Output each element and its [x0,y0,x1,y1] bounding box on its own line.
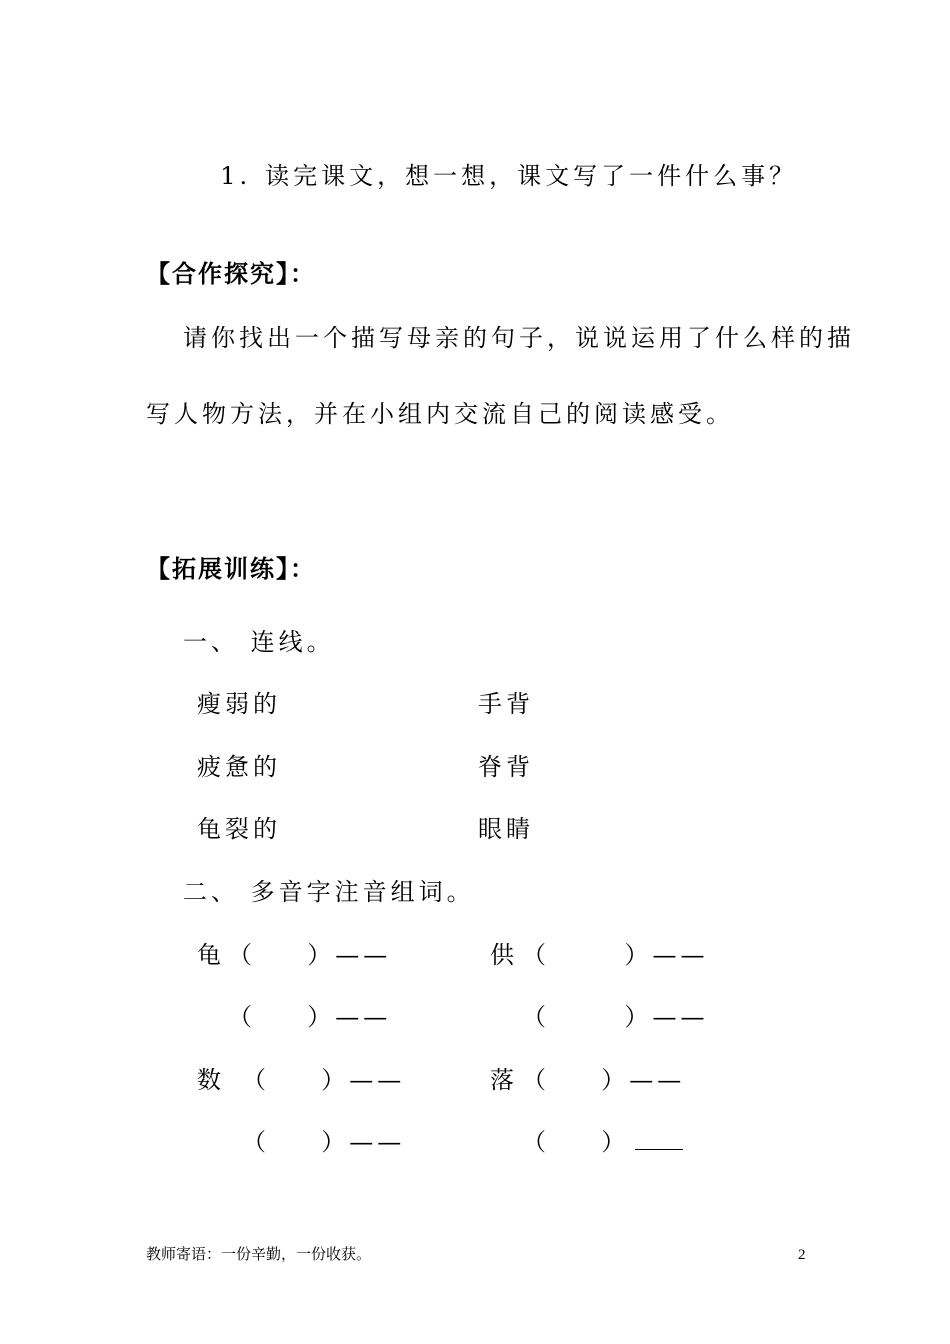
polyphone-gui-row-1: （ ）—— [228,941,392,969]
polyphone-shu-row-2: （ ）—— [242,1128,406,1156]
polyphone-luo-row-2 [522,1130,683,1154]
polyphone-luo-row-1: （ ）—— [522,1066,686,1094]
match-right-1: 手背 [478,690,534,718]
section-1-title: 一、 连线。 [183,628,335,656]
page-number: 2 [798,1247,806,1263]
polyphone-luo-row-2-text: （ ） [522,1128,630,1156]
extension-heading: 【拓展训练】： [146,554,316,583]
polyphone-gui-row-2: （ ）—— [228,1003,392,1031]
answer-blank-line [635,1131,683,1150]
cooperation-line-2: 写人物方法，并在小组内交流自己的阅读感受。 [146,400,734,428]
polyphone-luo-char: 落 [490,1066,518,1094]
question-1-number: 1. [220,162,252,190]
polyphone-shu-char: 数 [197,1066,225,1094]
match-left-1: 瘦弱的 [197,690,281,718]
section-2-title: 二、 多音字注音组词。 [183,878,475,906]
cooperation-line-1: 请你找出一个描写母亲的句子，说说运用了什么样的描 [183,324,855,352]
polyphone-gui-char: 龟 [197,941,225,969]
footer-motto: 教师寄语：一份辛勤，一份收获。 [146,1247,372,1263]
match-left-2: 疲惫的 [197,753,281,781]
match-right-2: 脊背 [478,753,534,781]
question-1-text: 读完课文，想一想，课文写了一件什么事？ [265,162,798,190]
cooperation-heading: 【合作探究】： [146,259,316,288]
polyphone-shu-row-1: （ ）—— [242,1066,406,1094]
polyphone-gong-char: 供 [490,941,518,969]
polyphone-gong-row-1: （ ）—— [522,941,709,969]
question-1 [197,140,797,188]
polyphone-gong-row-2: （ ）—— [522,1003,709,1031]
match-left-3: 龟裂的 [197,815,281,843]
match-right-3: 眼睛 [478,815,534,843]
